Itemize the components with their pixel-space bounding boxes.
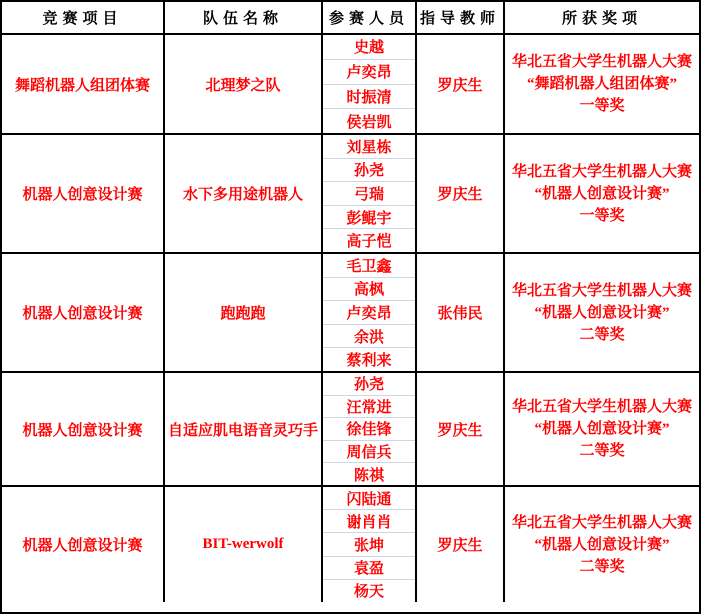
cell-advisor: 罗庆生 bbox=[417, 373, 505, 485]
participant-name: 张坤 bbox=[323, 533, 415, 556]
participant-name: 刘星栋 bbox=[323, 135, 415, 159]
award-line: 二等奖 bbox=[579, 326, 625, 343]
cell-advisor: 张伟民 bbox=[417, 254, 505, 371]
cell-project: 机器人创意设计赛 bbox=[2, 135, 165, 252]
participant-name: 谢肖肖 bbox=[323, 510, 415, 533]
table-header-row bbox=[2, 2, 699, 33]
award-line: 华北五省大学生机器人大赛 bbox=[511, 514, 692, 531]
award-line: 二等奖 bbox=[579, 558, 625, 575]
award-line: “机器人创意设计赛” bbox=[534, 536, 670, 553]
cell-team: BIT-werwolf bbox=[165, 487, 323, 602]
cell-award bbox=[505, 35, 699, 133]
cell-advisor: 罗庆生 bbox=[417, 35, 505, 133]
header-cell-award: 所获奖项 bbox=[561, 11, 642, 27]
award-line: 华北五省大学生机器人大赛 bbox=[511, 399, 692, 415]
cell-advisor: 罗庆生 bbox=[417, 135, 505, 252]
cell-project: 机器人创意设计赛 bbox=[2, 254, 165, 371]
participant-name: 杨天 bbox=[353, 584, 384, 601]
cell-team: 水下多用途机器人 bbox=[165, 135, 323, 252]
participant-name: 袁盈 bbox=[323, 557, 415, 580]
cell-team: 跑跑跑 bbox=[165, 254, 323, 371]
header-cell-team: 队伍名称 bbox=[165, 2, 323, 33]
cell-award bbox=[505, 373, 699, 485]
cell-award bbox=[505, 487, 699, 602]
header-cell-advisor: 指导教师 bbox=[417, 2, 505, 33]
participant-name: 徐佳锋 bbox=[323, 418, 415, 441]
award-line: “机器人创意设计赛” bbox=[534, 304, 670, 321]
award-line: “机器人创意设计赛” bbox=[534, 421, 670, 437]
cell-project: 舞蹈机器人组团体赛 bbox=[2, 35, 165, 133]
cell-participants bbox=[323, 35, 417, 133]
cell-participants bbox=[323, 487, 417, 602]
cell-project: 机器人创意设计赛 bbox=[2, 373, 165, 485]
participant-name: 孙尧 bbox=[323, 159, 415, 183]
table-row bbox=[2, 252, 699, 371]
award-line: 华北五省大学生机器人大赛 bbox=[511, 282, 692, 299]
participant-name: 周信兵 bbox=[323, 441, 415, 464]
table-row bbox=[2, 485, 699, 602]
participant-name: 毛卫鑫 bbox=[323, 254, 415, 278]
participant-name: 陈祺 bbox=[353, 467, 384, 484]
participant-name: 余洪 bbox=[323, 325, 415, 349]
participant-name: 弓瑞 bbox=[323, 182, 415, 206]
participant-name: 孙尧 bbox=[323, 373, 415, 396]
cell-participants bbox=[323, 373, 417, 485]
participant-name: 高子恺 bbox=[346, 234, 392, 251]
cell-team: 北理梦之队 bbox=[165, 35, 323, 133]
cell-participants bbox=[323, 135, 417, 252]
cell-participants bbox=[323, 254, 417, 371]
participant-name: 高枫 bbox=[323, 278, 415, 302]
award-line: 华北五省大学生机器人大赛 bbox=[511, 54, 692, 70]
award-line: “舞蹈机器人组团体赛” bbox=[526, 76, 677, 92]
cell-award bbox=[505, 254, 699, 371]
award-line: 二等奖 bbox=[579, 443, 625, 459]
cell-advisor: 罗庆生 bbox=[417, 487, 505, 602]
participant-name: 蔡利来 bbox=[346, 353, 392, 370]
participant-name: 彭鲲宇 bbox=[323, 206, 415, 230]
table-row bbox=[2, 33, 699, 133]
table-row bbox=[2, 133, 699, 252]
cell-project: 机器人创意设计赛 bbox=[2, 487, 165, 602]
participant-name: 卢奕昂 bbox=[323, 301, 415, 325]
award-line: 一等奖 bbox=[579, 98, 625, 114]
award-line: 华北五省大学生机器人大赛 bbox=[511, 163, 692, 180]
award-line: “机器人创意设计赛” bbox=[534, 185, 670, 202]
award-line: 一等奖 bbox=[579, 207, 625, 224]
participant-name: 时振清 bbox=[323, 85, 415, 110]
participant-name: 卢奕昂 bbox=[323, 60, 415, 85]
cell-award bbox=[505, 135, 699, 252]
cell-team: 自适应肌电语音灵巧手 bbox=[165, 373, 323, 485]
participant-name: 侯岩凯 bbox=[346, 114, 392, 131]
participant-name: 汪常进 bbox=[323, 396, 415, 419]
table-row bbox=[2, 371, 699, 485]
header-cell-project: 竞赛项目 bbox=[2, 2, 165, 33]
participant-name: 闪陆通 bbox=[323, 487, 415, 510]
header-cell-participants: 参赛人员 bbox=[323, 2, 417, 33]
participant-name: 史越 bbox=[323, 35, 415, 60]
